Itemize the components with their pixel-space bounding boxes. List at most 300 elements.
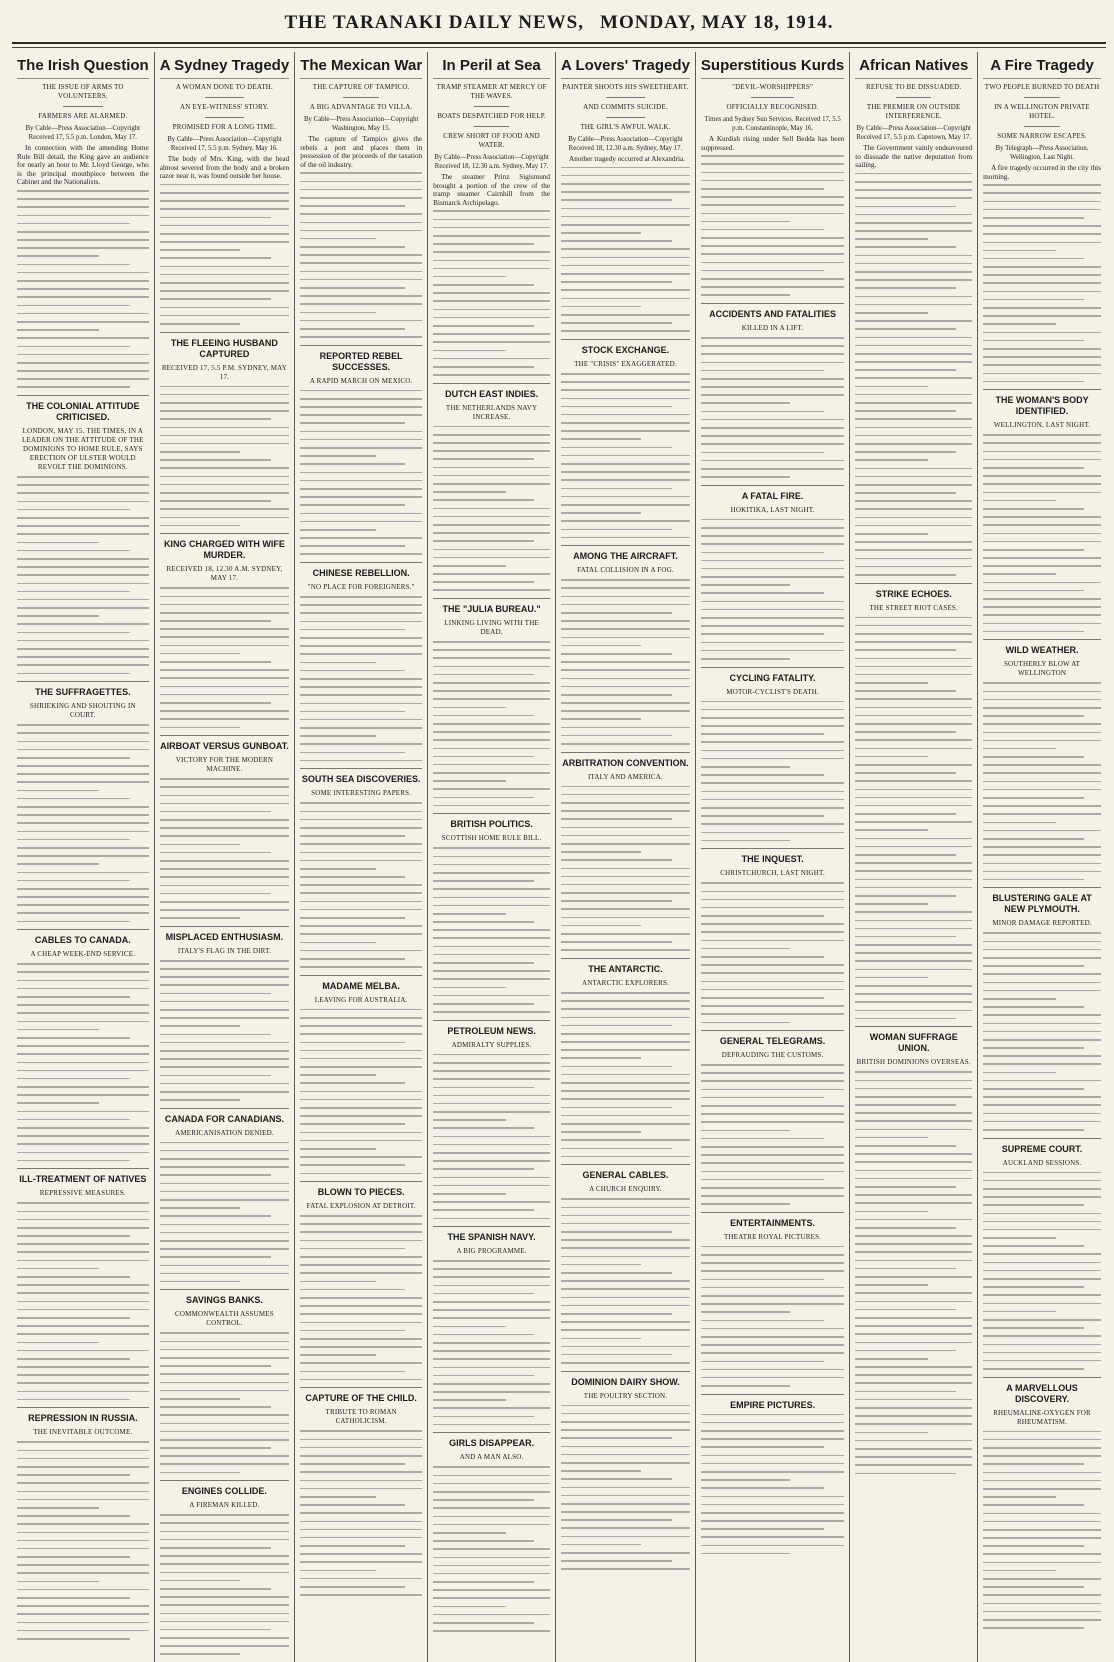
text-line bbox=[855, 1088, 972, 1090]
text-line bbox=[561, 1049, 690, 1051]
section-subheading: THE NETHERLANDS NAVY INCREASE. bbox=[445, 403, 538, 421]
section-subheading: LINKING LIVING WITH THE DEAD. bbox=[444, 619, 539, 637]
section-subheading: COMMONWEALTH ASSUMES CONTROL. bbox=[175, 1310, 274, 1328]
text-line bbox=[17, 1399, 130, 1401]
text-line bbox=[300, 662, 376, 664]
text-line bbox=[983, 1545, 1084, 1547]
text-line bbox=[17, 912, 149, 914]
text-line bbox=[160, 596, 290, 598]
section-subheading: SCOTTISH HOME RULE BILL. bbox=[441, 834, 542, 843]
text-line bbox=[561, 447, 672, 449]
section-subheading: HOKITIKA, LAST NIGHT. bbox=[730, 505, 815, 514]
text-line bbox=[433, 921, 533, 923]
text-line bbox=[160, 184, 290, 186]
text-line bbox=[433, 227, 550, 229]
text-line bbox=[561, 422, 690, 424]
section-subheading: A FIREMAN KILLED. bbox=[189, 1501, 260, 1510]
text-line bbox=[983, 1496, 1056, 1498]
text-line bbox=[300, 1025, 422, 1027]
text-line bbox=[160, 315, 290, 317]
section-subheading: "NO PLACE FOR FOREIGNERS." bbox=[307, 583, 415, 592]
text-line bbox=[433, 649, 550, 651]
text-line bbox=[17, 329, 99, 331]
text-line bbox=[17, 1391, 149, 1393]
text-line bbox=[983, 879, 1084, 881]
text-line bbox=[300, 1480, 422, 1482]
text-line bbox=[433, 219, 550, 221]
text-line bbox=[300, 686, 422, 688]
text-line bbox=[300, 884, 422, 886]
text-line bbox=[983, 348, 1101, 350]
text-line bbox=[17, 239, 149, 241]
text-line bbox=[701, 750, 844, 752]
section-heading: THE SPANISH NAVY. bbox=[433, 1226, 550, 1243]
text-line bbox=[160, 976, 290, 978]
text-block bbox=[17, 963, 149, 1161]
text-line bbox=[17, 591, 130, 593]
text-line bbox=[300, 1074, 376, 1076]
text-line bbox=[855, 1112, 972, 1114]
text-line bbox=[983, 1360, 1101, 1362]
text-line bbox=[300, 1553, 422, 1555]
text-line bbox=[561, 398, 690, 400]
text-line bbox=[300, 596, 422, 598]
text-line bbox=[17, 1556, 130, 1558]
text-line bbox=[561, 455, 690, 457]
text-line bbox=[17, 378, 149, 380]
text-line bbox=[855, 181, 972, 183]
section-subheading: AMERICANISATION DENIED. bbox=[175, 1128, 274, 1137]
text-line bbox=[300, 406, 422, 408]
text-line bbox=[983, 748, 1056, 750]
text-line bbox=[561, 604, 690, 606]
text-line bbox=[561, 1017, 690, 1019]
text-line bbox=[433, 483, 550, 485]
text-line bbox=[701, 188, 824, 190]
text-line bbox=[300, 463, 405, 465]
subhead-divider bbox=[474, 126, 509, 127]
text-line bbox=[855, 1194, 972, 1196]
text-line bbox=[433, 458, 533, 460]
text-line bbox=[300, 545, 405, 547]
text-line bbox=[160, 1066, 290, 1068]
text-line bbox=[855, 230, 972, 232]
section-subheading: LONDON, MAY 15. THE TIMES, IN A LEADER ON THE ATTITUDE OF THE DOMINIONS TO HOME RULE, SAYS ERECTION OF ULSTER WOULD REVOLT THE DOMINIONS. bbox=[22, 427, 144, 472]
text-line bbox=[160, 1390, 290, 1392]
column-5 bbox=[556, 52, 696, 1662]
text-line bbox=[701, 633, 824, 635]
section-subheading: CHRISTCHURCH, LAST NIGHT. bbox=[720, 869, 825, 878]
section-heading: ACCIDENTS AND FATALITIES bbox=[701, 303, 844, 320]
text-line bbox=[701, 552, 824, 554]
text-line bbox=[561, 1207, 690, 1209]
text-line bbox=[701, 741, 844, 743]
text-line bbox=[300, 1586, 405, 1588]
text-line bbox=[983, 631, 1084, 633]
text-block bbox=[160, 1142, 290, 1283]
text-line bbox=[17, 1482, 149, 1484]
dateline: By Cable—Press Association—Copyright Received 17, 5.5 p.m. Sydney, May 16. bbox=[167, 136, 282, 152]
text-line bbox=[17, 190, 149, 192]
section-heading: CHINESE REBELLION. bbox=[300, 562, 422, 579]
text-line bbox=[160, 1215, 271, 1217]
text-line bbox=[561, 612, 672, 614]
text-line bbox=[160, 1142, 290, 1144]
text-line bbox=[160, 525, 240, 527]
text-block bbox=[701, 701, 844, 842]
text-line bbox=[160, 1174, 271, 1176]
text-line bbox=[855, 666, 972, 668]
text-line bbox=[701, 1064, 844, 1066]
text-line bbox=[561, 175, 690, 177]
text-line bbox=[433, 1185, 550, 1187]
text-line bbox=[855, 969, 972, 971]
text-line bbox=[561, 1362, 690, 1364]
text-line bbox=[17, 806, 149, 808]
text-line bbox=[701, 1479, 790, 1481]
text-line bbox=[855, 698, 972, 700]
text-line bbox=[300, 1504, 405, 1506]
text-block bbox=[300, 802, 422, 967]
text-line bbox=[855, 1432, 927, 1434]
text-line bbox=[17, 599, 149, 601]
text-line bbox=[160, 500, 271, 502]
text-line bbox=[300, 1463, 405, 1465]
text-line bbox=[433, 565, 505, 567]
text-block bbox=[561, 1405, 690, 1570]
text-line bbox=[17, 1004, 149, 1006]
text-line bbox=[701, 1130, 790, 1132]
text-line bbox=[160, 1199, 290, 1201]
subhead-divider bbox=[343, 97, 380, 98]
text-line bbox=[561, 389, 690, 391]
text-block bbox=[701, 1414, 844, 1555]
text-line bbox=[300, 1537, 422, 1539]
text-line bbox=[160, 192, 290, 194]
subheadline: AN EYE-WITNESS' STORY. bbox=[180, 103, 269, 111]
text-line bbox=[300, 213, 422, 215]
text-line bbox=[561, 322, 672, 324]
text-line bbox=[561, 257, 690, 259]
text-line bbox=[983, 1204, 1084, 1206]
text-line bbox=[300, 320, 422, 322]
column-headline: The Mexican War bbox=[300, 56, 422, 79]
text-line bbox=[855, 641, 972, 643]
section-subheading: ITALY AND AMERICA. bbox=[587, 772, 663, 781]
subheadline: SOME NARROW ESCAPES. bbox=[997, 132, 1087, 140]
text-line bbox=[160, 307, 290, 309]
text-line bbox=[17, 904, 149, 906]
text-line bbox=[160, 508, 290, 510]
text-line bbox=[561, 1231, 672, 1233]
text-line bbox=[855, 1186, 955, 1188]
text-line bbox=[300, 843, 422, 845]
text-line bbox=[300, 1272, 422, 1274]
text-line bbox=[160, 1382, 290, 1384]
subhead-divider bbox=[751, 97, 794, 98]
text-line bbox=[160, 1439, 290, 1441]
text-line bbox=[701, 1536, 844, 1538]
text-line bbox=[300, 1050, 422, 1052]
text-line bbox=[561, 1280, 690, 1282]
text-line bbox=[561, 488, 672, 490]
text-line bbox=[561, 1478, 672, 1480]
text-line bbox=[300, 1173, 422, 1175]
text-line bbox=[300, 1313, 422, 1315]
text-line bbox=[983, 1253, 1101, 1255]
text-line bbox=[433, 1516, 550, 1518]
text-line bbox=[983, 315, 1101, 317]
text-line bbox=[160, 1083, 290, 1085]
text-line bbox=[561, 802, 690, 804]
text-line bbox=[701, 915, 824, 917]
text-line bbox=[855, 748, 972, 750]
text-line bbox=[300, 1297, 422, 1299]
text-line bbox=[300, 1455, 422, 1457]
text-line bbox=[433, 442, 550, 444]
text-line bbox=[433, 1606, 505, 1608]
text-line bbox=[433, 1054, 550, 1056]
text-line bbox=[983, 332, 1101, 334]
text-line bbox=[17, 542, 99, 544]
text-line bbox=[855, 525, 972, 527]
section-subheading: A CHURCH ENQUIRY. bbox=[589, 1185, 662, 1194]
column-headline: A Fire Tragedy bbox=[983, 56, 1101, 79]
text-line bbox=[855, 944, 972, 946]
text-line bbox=[300, 612, 422, 614]
text-line bbox=[855, 854, 955, 856]
text-line bbox=[300, 287, 405, 289]
text-line bbox=[160, 893, 271, 895]
text-line bbox=[160, 323, 240, 325]
section-subheading: RECEIVED 18, 12.30 A.M. SYDNEY, MAY 17. bbox=[166, 565, 283, 583]
text-line bbox=[855, 271, 972, 273]
text-block bbox=[160, 1332, 290, 1473]
text-line bbox=[160, 1207, 240, 1209]
text-line bbox=[160, 727, 240, 729]
text-line bbox=[855, 279, 972, 281]
text-line bbox=[855, 287, 955, 289]
text-line bbox=[855, 296, 972, 298]
text-line bbox=[855, 443, 972, 445]
text-line bbox=[561, 1198, 690, 1200]
text-line bbox=[855, 739, 972, 741]
text-line bbox=[17, 1086, 149, 1088]
text-line bbox=[561, 438, 641, 440]
text-line bbox=[433, 1011, 550, 1013]
text-line bbox=[855, 813, 955, 815]
text-line bbox=[433, 1260, 550, 1262]
text-line bbox=[855, 1350, 955, 1352]
text-line bbox=[433, 864, 550, 866]
text-line bbox=[701, 617, 844, 619]
text-line bbox=[983, 1463, 1084, 1465]
text-line bbox=[701, 411, 824, 413]
text-line bbox=[561, 1560, 672, 1562]
text-line bbox=[160, 225, 290, 227]
text-line bbox=[160, 266, 290, 268]
text-line bbox=[855, 1137, 927, 1139]
text-line bbox=[561, 216, 690, 218]
text-line bbox=[561, 314, 690, 316]
section-heading: PETROLEUM NEWS. bbox=[433, 1020, 550, 1037]
text-line bbox=[160, 1514, 290, 1516]
text-line bbox=[701, 452, 824, 454]
text-line bbox=[300, 1066, 422, 1068]
text-line bbox=[561, 281, 672, 283]
text-line bbox=[983, 606, 1101, 608]
text-line bbox=[160, 435, 290, 437]
text-line bbox=[561, 917, 690, 919]
text-line bbox=[433, 1276, 550, 1278]
text-line bbox=[160, 1604, 290, 1606]
text-line bbox=[701, 799, 844, 801]
text-line bbox=[701, 1138, 824, 1140]
text-line bbox=[561, 1446, 690, 1448]
text-line bbox=[160, 1414, 290, 1416]
text-line bbox=[433, 1152, 550, 1154]
text-line bbox=[561, 232, 641, 234]
section-heading: CYCLING FATALITY. bbox=[701, 667, 844, 684]
text-line bbox=[561, 686, 690, 688]
text-line bbox=[561, 794, 690, 796]
text-line bbox=[17, 1597, 130, 1599]
text-line bbox=[17, 509, 130, 511]
text-line bbox=[855, 633, 972, 635]
text-line bbox=[701, 1246, 844, 1248]
text-line bbox=[160, 484, 290, 486]
text-line bbox=[433, 1475, 550, 1477]
text-line bbox=[701, 840, 790, 842]
text-line bbox=[561, 1568, 690, 1570]
section-subheading: KILLED IN A LIFT. bbox=[741, 323, 804, 332]
text-line bbox=[701, 1121, 844, 1123]
text-line bbox=[855, 707, 972, 709]
text-line bbox=[433, 715, 533, 717]
text-line bbox=[983, 373, 1101, 375]
text-line bbox=[701, 253, 844, 255]
text-line bbox=[561, 694, 672, 696]
text-line bbox=[433, 434, 550, 436]
text-line bbox=[561, 1313, 672, 1315]
text-line bbox=[983, 1294, 1101, 1296]
text-line bbox=[701, 543, 844, 545]
subheadline: TRAMP STEAMER AT MERCY OF THE WAVES. bbox=[436, 83, 547, 100]
text-line bbox=[160, 1572, 290, 1574]
section-heading: SUPREME COURT. bbox=[983, 1138, 1101, 1155]
text-line bbox=[701, 1463, 844, 1465]
text-line bbox=[983, 1072, 1056, 1074]
text-line bbox=[561, 843, 690, 845]
text-line bbox=[701, 1089, 844, 1091]
section-heading: DUTCH EAST INDIES. bbox=[433, 383, 550, 400]
text-line bbox=[701, 1504, 844, 1506]
text-line bbox=[561, 273, 690, 275]
text-line bbox=[561, 1454, 690, 1456]
text-line bbox=[855, 772, 955, 774]
text-line bbox=[160, 274, 290, 276]
text-line bbox=[433, 292, 550, 294]
text-line bbox=[983, 475, 1101, 477]
text-line bbox=[17, 765, 149, 767]
text-line bbox=[17, 1507, 99, 1509]
text-line bbox=[855, 427, 972, 429]
text-line bbox=[855, 829, 927, 831]
text-line bbox=[561, 381, 690, 383]
text-line bbox=[561, 183, 690, 185]
text-line bbox=[983, 1104, 1101, 1106]
text-line bbox=[433, 739, 550, 741]
text-line bbox=[17, 1227, 149, 1229]
text-line bbox=[561, 537, 690, 539]
text-line bbox=[561, 430, 690, 432]
text-line bbox=[561, 529, 672, 531]
text-line bbox=[855, 246, 955, 248]
text-line bbox=[17, 296, 149, 298]
section-heading: KING CHARGED WITH WIFE MURDER. bbox=[160, 533, 290, 561]
text-line bbox=[983, 1311, 1056, 1313]
text-line bbox=[160, 917, 240, 919]
text-line bbox=[17, 476, 149, 478]
text-line bbox=[433, 1293, 533, 1295]
text-line bbox=[433, 1383, 550, 1385]
text-line bbox=[855, 1407, 972, 1409]
text-line bbox=[701, 204, 844, 206]
text-line bbox=[300, 743, 422, 745]
text-line bbox=[433, 772, 550, 774]
text-line bbox=[17, 1572, 149, 1574]
text-line bbox=[300, 735, 376, 737]
text-line bbox=[983, 1603, 1101, 1605]
text-line bbox=[701, 940, 844, 942]
text-line bbox=[701, 560, 844, 562]
text-line bbox=[701, 766, 790, 768]
text-block bbox=[17, 476, 149, 674]
text-line bbox=[160, 1166, 290, 1168]
text-line bbox=[561, 1536, 690, 1538]
text-line bbox=[561, 786, 690, 788]
text-line bbox=[433, 557, 550, 559]
text-line bbox=[561, 1338, 641, 1340]
text-line bbox=[983, 1172, 1101, 1174]
text-line bbox=[701, 758, 844, 760]
text-line bbox=[701, 427, 844, 429]
text-line bbox=[561, 678, 690, 680]
text-line bbox=[160, 208, 290, 210]
text-line bbox=[701, 370, 824, 372]
text-line bbox=[433, 573, 550, 575]
text-line bbox=[561, 637, 690, 639]
text-line bbox=[561, 868, 690, 870]
text-line bbox=[17, 980, 149, 982]
text-line bbox=[983, 1031, 1101, 1033]
text-line bbox=[17, 1638, 130, 1640]
text-line bbox=[983, 1121, 1101, 1123]
section-heading: SAVINGS BANKS. bbox=[160, 1289, 290, 1306]
text-line bbox=[160, 686, 290, 688]
text-block bbox=[433, 426, 550, 591]
text-line bbox=[17, 583, 149, 585]
dateline: By Cable—Press Association—Copyright Washington, May 15. bbox=[303, 116, 419, 132]
text-line bbox=[300, 1330, 405, 1332]
text-line bbox=[300, 172, 422, 174]
section-heading: CABLES TO CANADA. bbox=[17, 929, 149, 946]
text-line bbox=[433, 268, 550, 270]
text-line bbox=[300, 254, 422, 256]
text-line bbox=[300, 958, 405, 960]
text-line bbox=[561, 1139, 690, 1141]
text-line bbox=[17, 855, 149, 857]
